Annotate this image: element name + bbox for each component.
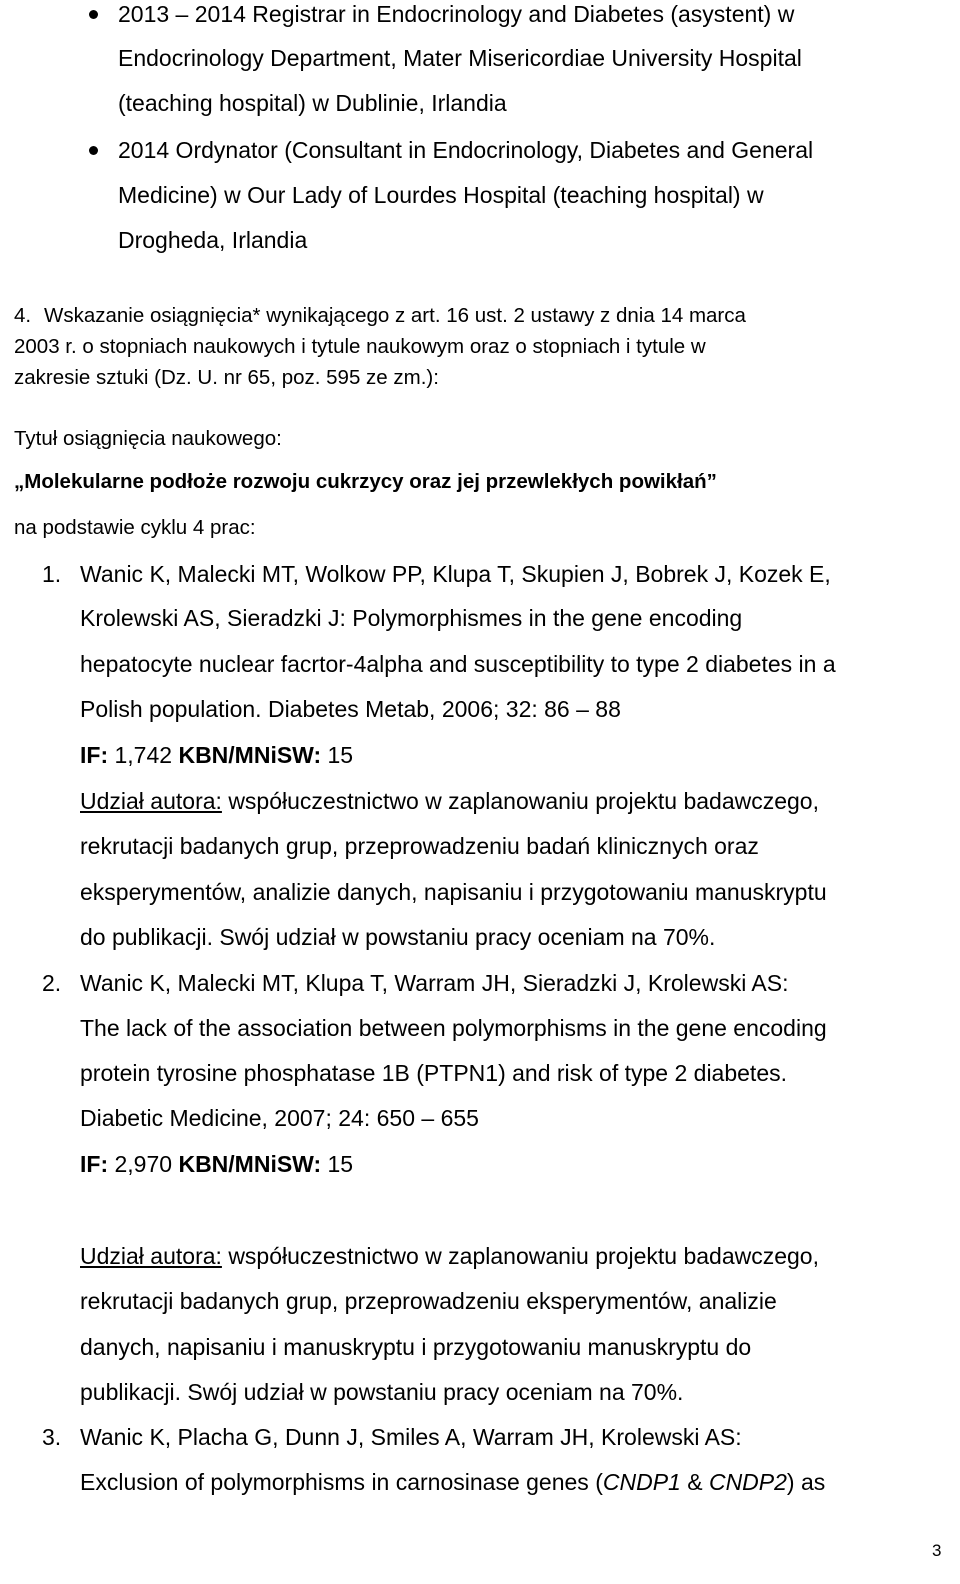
paper-citation-line: Krolewski AS, Sieradzki J: Polymorphismes in the gene encoding bbox=[80, 605, 743, 631]
page-number: 3 bbox=[932, 1541, 942, 1560]
paper-citation-line: Wanic K, Placha G, Dunn J, Smiles A, Warram JH, Krolewski AS: bbox=[80, 1424, 742, 1450]
kbn-label: KBN/MNiSW: bbox=[178, 1151, 322, 1177]
section-heading-line: zakresie sztuki (Dz. U. nr 65, poz. 595 ze zm.): bbox=[14, 366, 439, 389]
contribution-line: rekrutacji badanych grup, przeprowadzeniu eksperymentów, analizie bbox=[80, 1288, 777, 1314]
contribution-text: współuczestnictwo w zaplanowaniu projektu badawczego, bbox=[228, 788, 819, 814]
impact-factor-line bbox=[80, 741, 353, 769]
basis-text: na podstawie cyklu 4 prac: bbox=[14, 516, 256, 539]
section-heading-line: 2003 r. o stopniach naukowych i tytule naukowym oraz o stopniach i tytule w bbox=[14, 335, 706, 358]
contribution-line bbox=[80, 787, 819, 815]
paper-citation-line: Wanic K, Malecki MT, Wolkow PP, Klupa T, Skupien J, Bobrek J, Kozek E, bbox=[80, 561, 831, 587]
citation-text: Exclusion of polymorphisms in carnosinase genes ( bbox=[80, 1469, 603, 1495]
section-heading-line: Wskazanie osiągnięcia* wynikającego z art. 16 ust. 2 ustawy z dnia 14 marca bbox=[44, 304, 746, 327]
contribution-line: publikacji. Swój udział w powstaniu pracy oceniam na 70%. bbox=[80, 1379, 684, 1405]
bullet-line: Drogheda, Irlandia bbox=[118, 227, 308, 253]
kbn-value: 15 bbox=[327, 1151, 354, 1177]
paper-citation-line: hepatocyte nuclear facrtor-4alpha and susceptibility to type 2 diabetes in a bbox=[80, 651, 836, 677]
if-label: IF: bbox=[80, 1151, 109, 1177]
contribution-line: do publikacji. Swój udział w powstaniu pracy oceniam na 70%. bbox=[80, 924, 716, 950]
kbn-label: KBN/MNiSW: bbox=[178, 742, 322, 768]
contribution-line: danych, napisaniu i manuskryptu i przygotowaniu manuskryptu do bbox=[80, 1334, 752, 1360]
paper-number: 2. bbox=[42, 970, 62, 996]
paper-citation-line: Wanic K, Malecki MT, Klupa T, Warram JH, Sieradzki J, Krolewski AS: bbox=[80, 970, 789, 996]
achievement-label: Tytuł osiągnięcia naukowego: bbox=[14, 427, 282, 450]
citation-text: ) as bbox=[786, 1469, 826, 1495]
kbn-value: 15 bbox=[327, 742, 354, 768]
bullet-point bbox=[89, 146, 98, 155]
section-number: 4. bbox=[14, 304, 32, 327]
bullet-line: Medicine) w Our Lady of Lourdes Hospital (teaching hospital) w bbox=[118, 182, 764, 208]
paper-citation-line: Diabetic Medicine, 2007; 24: 650 – 655 bbox=[80, 1105, 479, 1131]
contribution-line bbox=[80, 1242, 819, 1270]
bullet-line: 2013 – 2014 Registrar in Endocrinology and Diabetes (asystent) w bbox=[118, 1, 795, 27]
paper-citation-line: Polish population. Diabetes Metab, 2006; 32: 86 – 88 bbox=[80, 696, 621, 722]
achievement-title: „Molekularne podłoże rozwoju cukrzycy oraz jej przewlekłych powikłań” bbox=[14, 470, 717, 493]
contribution-text: współuczestnictwo w zaplanowaniu projektu badawczego, bbox=[228, 1243, 819, 1269]
if-label: IF: bbox=[80, 742, 109, 768]
paper-citation-line bbox=[80, 1468, 825, 1496]
paper-number: 3. bbox=[42, 1424, 62, 1450]
bullet-line: Endocrinology Department, Mater Misericordiae University Hospital bbox=[118, 45, 802, 71]
contribution-line: rekrutacji badanych grup, przeprowadzeniu badań klinicznych oraz bbox=[80, 833, 759, 859]
contribution-label: Udział autora: bbox=[80, 1243, 222, 1269]
paper-citation-line: protein tyrosine phosphatase 1B (PTPN1) and risk of type 2 diabetes. bbox=[80, 1060, 788, 1086]
gene-name: CNDP2 bbox=[708, 1469, 787, 1495]
contribution-line: eksperymentów, analizie danych, napisaniu i przygotowaniu manuskryptu bbox=[80, 879, 827, 905]
if-value: 2,970 bbox=[114, 1151, 173, 1177]
bullet-line: (teaching hospital) w Dublinie, Irlandia bbox=[118, 90, 507, 116]
if-value: 1,742 bbox=[114, 742, 173, 768]
paper-citation-line: The lack of the association between polymorphisms in the gene encoding bbox=[80, 1015, 827, 1041]
bullet-line: 2014 Ordynator (Consultant in Endocrinology, Diabetes and General bbox=[118, 137, 814, 163]
impact-factor-line bbox=[80, 1150, 353, 1178]
citation-text: & bbox=[680, 1469, 709, 1495]
contribution-label: Udział autora: bbox=[80, 788, 222, 814]
paper-number: 1. bbox=[42, 561, 62, 587]
gene-name: CNDP1 bbox=[602, 1469, 681, 1495]
bullet-point bbox=[89, 10, 98, 19]
